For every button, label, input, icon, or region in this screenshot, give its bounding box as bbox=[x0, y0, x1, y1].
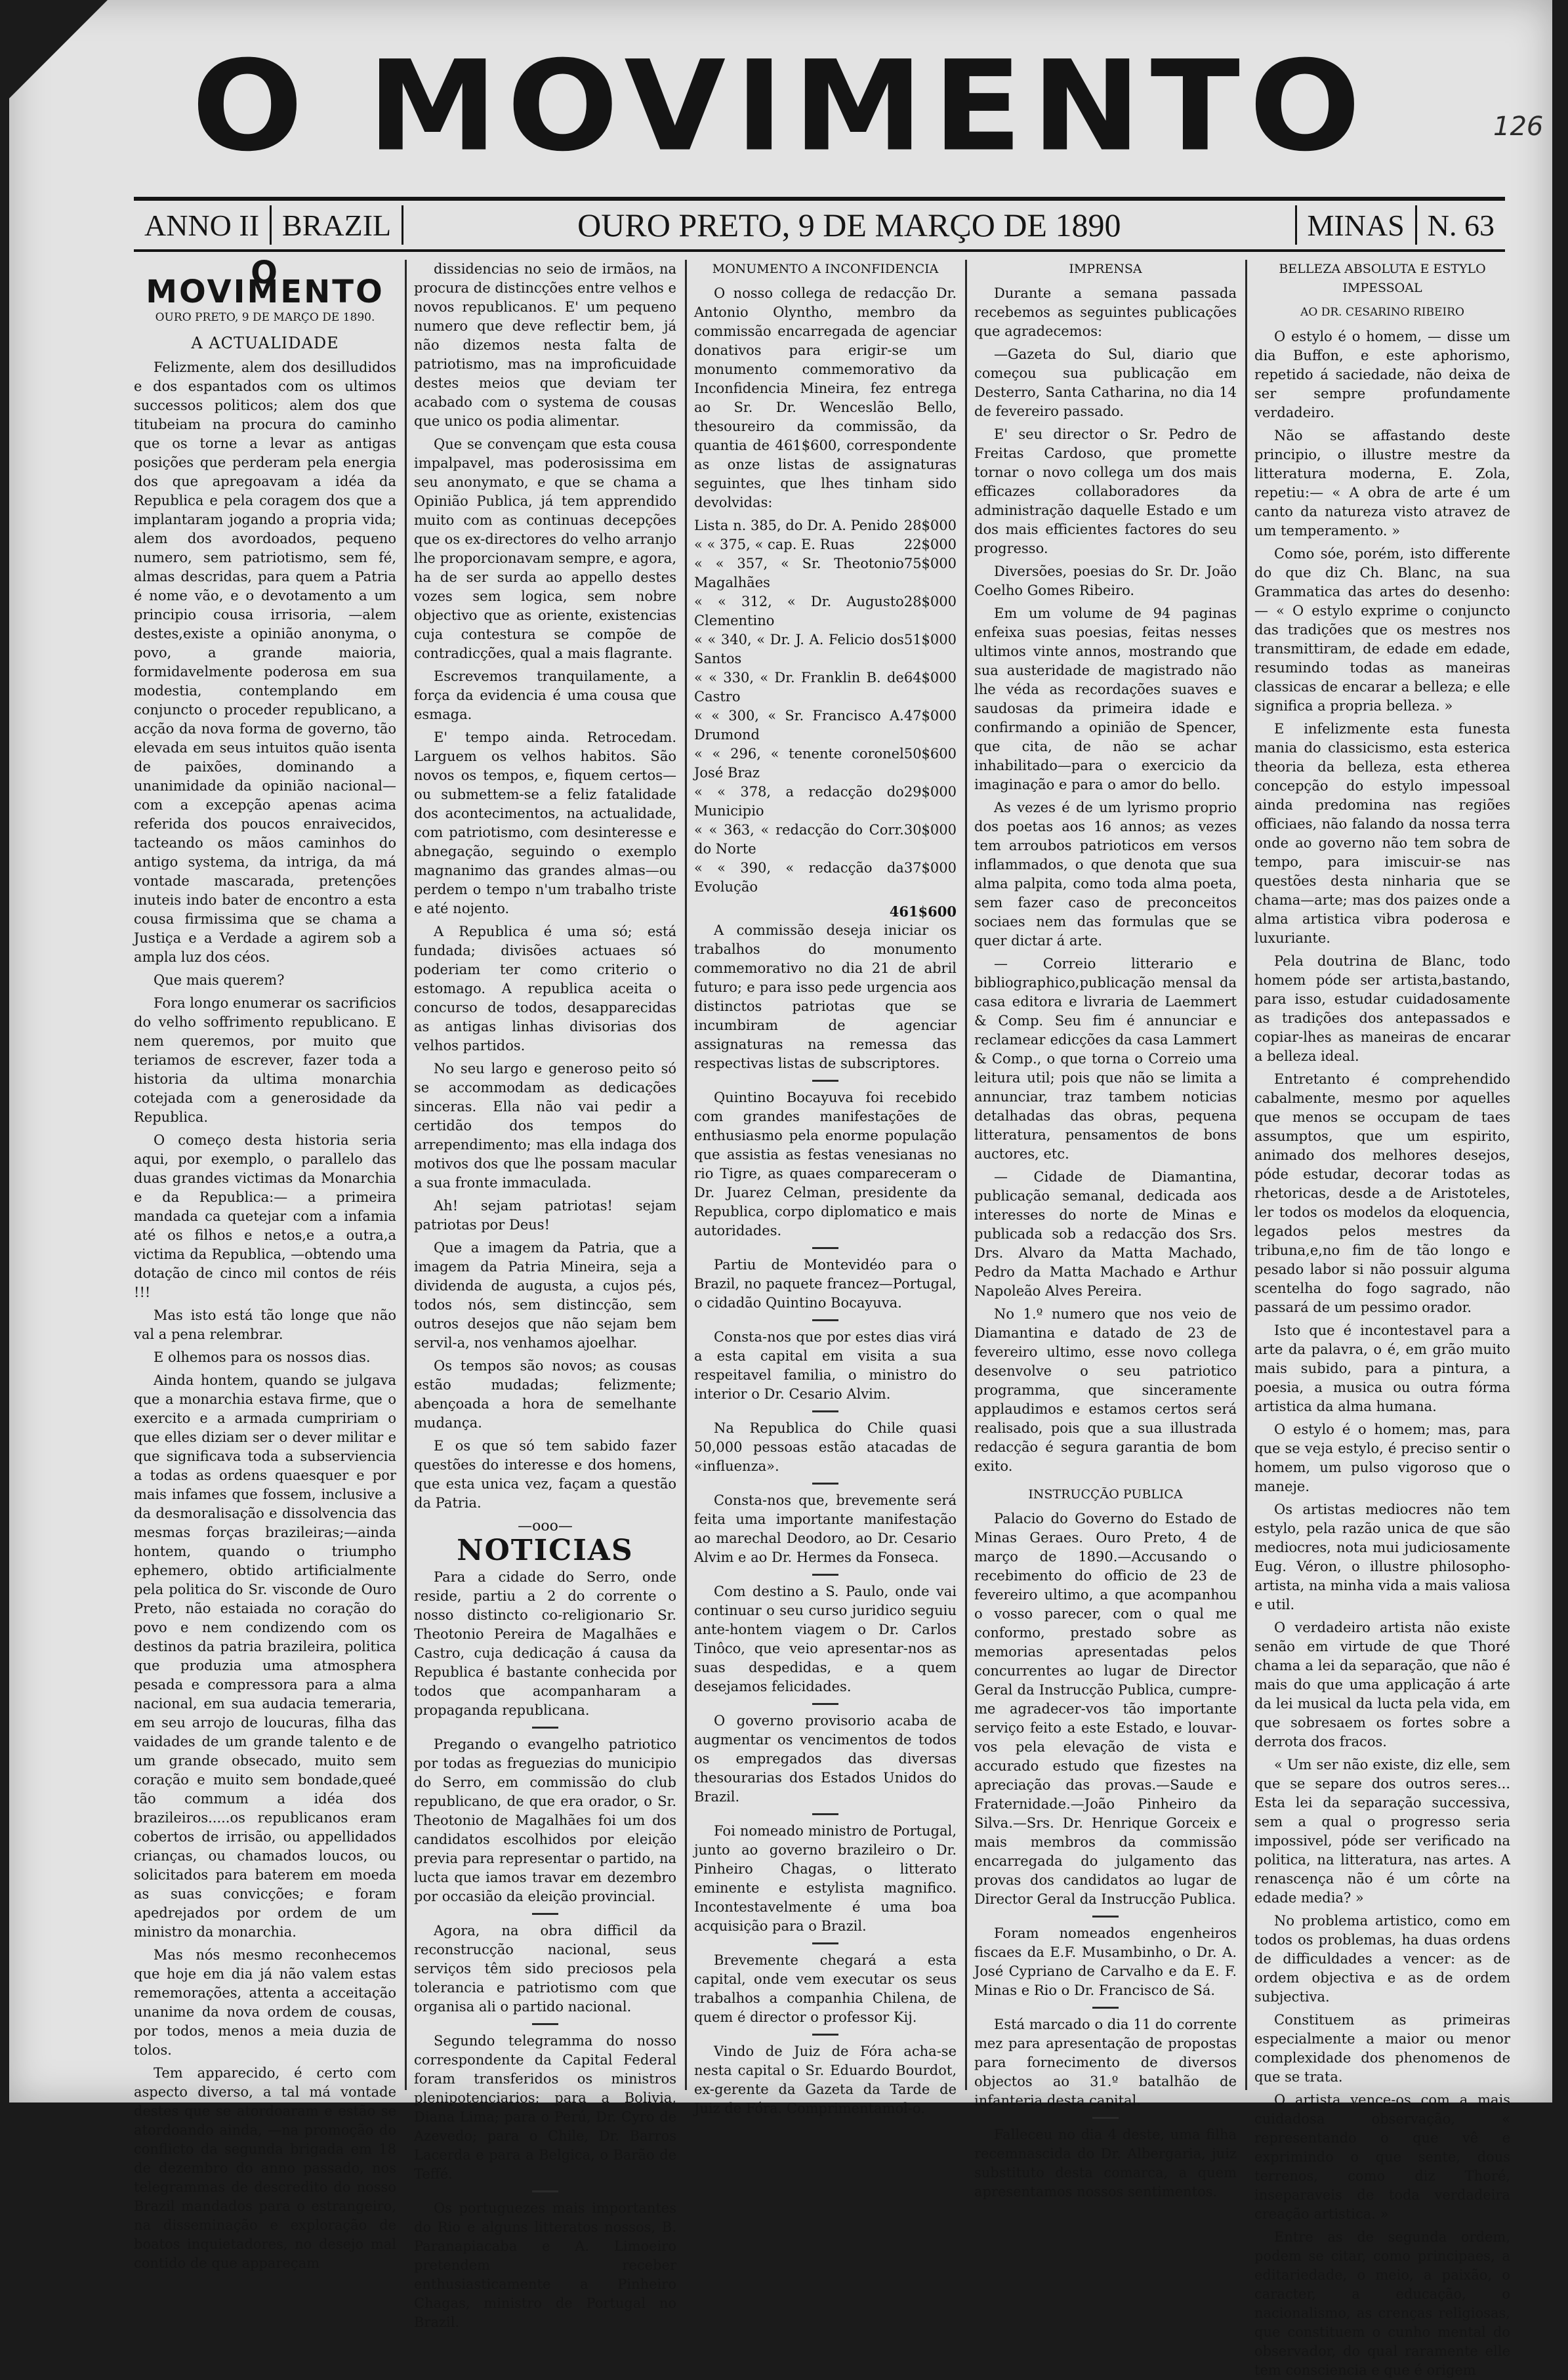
subscription-list-row bbox=[694, 554, 957, 592]
paragraph: No problema artistico, como em todos os problemas, ha duas ordens de difficuldades a vencer: as de ordem objectiva e as de ordem subjectiva. bbox=[1254, 1913, 1510, 2005]
item-separator bbox=[812, 1813, 838, 1815]
item-separator bbox=[532, 2190, 558, 2192]
list-amount: 30$000 bbox=[903, 822, 957, 838]
imprensa-body bbox=[974, 284, 1237, 1476]
paragraph: Escrevemos tranquilamente, a força da evidencia é uma cousa que esmaga. bbox=[414, 668, 676, 722]
column-2 bbox=[414, 260, 676, 2330]
column-rule bbox=[685, 260, 687, 2090]
paragraph: Com destino a S. Paulo, onde vai continuar o seu curso juridico seguiu ante-hontem viagem o Dr. Carlos Tinôco, que veio apresentar-nos as suas despedidas, e a quem desejamos felicidades. bbox=[694, 1584, 957, 1694]
paragraph: Consta-nos que por estes dias virá a esta capital em visita a sua respeitavel familia, o ministro do interior o Dr. Cesario Alvim. bbox=[694, 1329, 957, 1402]
paragraph: Palacio do Governo do Estado de Minas Geraes. Ouro Preto, 4 de março de 1890.—Accusando o recebimento do officio de 23 de fevereiro ultimo, a que acompanhou o vosso parecer, com o qual me conformo, prestado sobre as memorias apresentadas pelos concurrentes ao lugar de Director Geral da Instrucção Publica, cumpre-me agradecer-vos tão importante serviço feito a este Estado, e louvar-vos pela elevação de vista e accurado estudo que fizestes na apreciação das provas.—Saude e Fraternidade.—João Pinheiro da Silva.—Srs. Dr. Henrique Gorceix e mais membros da commissão encarregada do julgamento das provas dos candidatos ao lugar de Director Geral da Instrucção Publica. bbox=[974, 1511, 1237, 1907]
paragraph: Que mais querem? bbox=[154, 972, 285, 988]
subscription-list-row bbox=[694, 668, 957, 707]
paragraph: Que se convençam que esta cousa impalpavel, mas poderosissima em seu anonymato, e que se chama a Opinião Publica, já tem apprendido muito com as continuas decepções que os ex-directores do velho arranjo lhe proporcionavam sempre, e agora, ha de ser surda ao appello destes vozes sem logica, sem nobre objectivo que as oriente, existencias cuja contestura se compõe de contradicções, qual a mais flagrante. bbox=[414, 436, 676, 661]
paragraph: Está marcado o dia 11 do corrente mez para apresentação de propostas para fornecimento de diversos objectos ao 31.º batalhão de infanteria desta capital. bbox=[974, 2017, 1237, 2108]
column-5 bbox=[1254, 260, 1510, 2378]
paragraph: Agora, na obra difficil da reconstrucção nacional, seus serviços têm sido preciosos pela tolerancia e patriotismo com que organisa ali o partido nacional. bbox=[414, 1923, 676, 2015]
paragraph: dissidencias no seio de irmãos, na procura de distincções entre velhos e novos republicanos. E' um pequeno numero que deve reflectir bem, já não dizemos nesta falta de patriotismo, mas na improficuidade destes meios que deviam ter acabado com o systema de cousas que unico os podia alimentar. bbox=[414, 261, 676, 429]
list-amount: 50$600 bbox=[903, 746, 957, 762]
column-rule bbox=[965, 260, 967, 2090]
paragraph: O estylo é o homem; mas, para que se veja estylo, é preciso sentir o homem, um pulso vigoroso que o maneje. bbox=[1254, 1422, 1510, 1494]
paragraph: Constituem as primeiras especialmente a maior ou menor complexidade dos phenomenos de que se trata. bbox=[1254, 2012, 1510, 2085]
item-separator bbox=[532, 2023, 558, 2025]
list-label: « « 296, « tenente coronel José Braz bbox=[694, 746, 904, 781]
paragraph: E' seu director o Sr. Pedro de Freitas Cardoso, que promette tornar o novo collega um dos mais efficazes collaboradores da administração daquelle Estado e um dos mais efficientes factores do seu progresso. bbox=[974, 426, 1237, 556]
list-amount: 22$000 bbox=[903, 537, 957, 552]
masthead-title: O MOVIMENTO bbox=[192, 33, 1370, 180]
paragraph: Que a imagem da Patria, que a imagem da Patria Mineira, seja a dividenda de augusta, a cujos pés, todos nós, sem distincção, sem outros desejos que não sejam bem servil-a, nos venhamos ajoelhar. bbox=[414, 1240, 676, 1351]
paragraph: O governo provisorio acaba de augmentar os vencimentos de todos os empregados das diversas thesourarias dos Estados Unidos do Brazil. bbox=[694, 1713, 957, 1805]
paragraph: Partiu de Montevidéo para o Brazil, no paquete francez—Portugal, o cidadão Quintino Bocayuva. bbox=[694, 1257, 957, 1311]
newspaper-page bbox=[9, 0, 1552, 2378]
section-heading-actualidade: A ACTUALIDADE bbox=[191, 334, 339, 352]
paragraph: Felizmente, alem dos desilludidos e dos espantados com os ultimos successos politicos; alem dos que titubeiam na procura do caminho que os torne a levar as antigas posições que perderam pela energia dos que apregoavam a idéa da Republica e pela coragem dos que a implantaram jogando a propria vida; alem dos avordoados, pequeno numero, sem patriotismo, sem fé, almas descridas, para quem a Patria é nome vão, e o devotamento a um principio cousa irrisoria, —alem destes,existe a opinião anonyma, o povo, a grande maioria, formidavelmente poderosa em sua modestia, contemplando em conjuncto o proceder republicano, a acção da nova forma de governo, tão elevada em seus intuitos quão isenta de paixões, dominando a unanimidade da opinião nacional—com a excepção apenas acima referida dos poucos enraivecidos, tacteando os mãos caminhos do antigo systema, da intriga, da má vontade mascarada, pretenções inuteis indo bater de encontro a esta cousa firmissima que se chama a Justiça e a Verdade a agirem sob a ampla luz dos céos. bbox=[134, 359, 396, 965]
state-label: MINAS bbox=[1307, 208, 1405, 242]
paragraph: No 1.º numero que nos veio de Diamantina e datado de 23 de fevereiro ultimo, esse novo collega desenvolve o seu patriotico programma, que sinceramente applaudimos e estamos certos será realisado, pois que a sua illustrada redacção é segura garantia de bom exito. bbox=[974, 1306, 1237, 1474]
list-amount: 47$000 bbox=[903, 708, 957, 724]
item-separator bbox=[532, 1727, 558, 1729]
column-1 bbox=[134, 255, 396, 2271]
paragraph: Em um volume de 94 paginas enfeixa suas poesias, feitas nesses ultimos vinte annos, mostrando que sua austeridade de magistrado não lhe véda as recordações suaves e saudosas da primeira idade e confirmando a opinião de Spencer, que cita, de não se achar inhabilitado—para o exercicio da imaginação e para o amor do bello. bbox=[974, 605, 1237, 792]
paragraph: — Cidade de Diamantina, publicação semanal, dedicada aos interesses do norte de Minas e publicada sob a redacção dos Srs. Drs. Alvaro da Matta Machado, Pedro da Matta Machado e Arthur Napoleão Alves Pereira. bbox=[974, 1169, 1237, 1299]
list-label: « « 312, « Dr. Augusto Clementino bbox=[694, 594, 904, 628]
monumento-heading: MONUMENTO A INCONFIDENCIA bbox=[712, 262, 939, 276]
paragraph: O verdadeiro artista não existe senão em virtude de que Thoré chama a lei da separação, que não é mais do que uma applicação á arte da lei musical da lucta pela vida, em que sobresaem os fortes sobre a derrota dos fracos. bbox=[1254, 1620, 1510, 1750]
item-separator bbox=[1092, 1916, 1119, 1918]
belleza-body bbox=[1254, 327, 1510, 2380]
paragraph: E' tempo ainda. Retrocedam. Larguem os velhos habitos. São novos os tempos, e, fiquem certos—ou submettem-se a feliz fatalidade dos acontecimentos, na actualidade, com patriotismo, com desinteresse e abnegação, seguindo o exemplo magnanimo das grandes almas—ou perdem o tempo n'um trabalho triste e até nojento. bbox=[414, 729, 676, 916]
paragraph: Como sóe, porém, isto differente do que diz Ch. Blanc, na sua Grammatica das artes do desenho:— « O estylo exprime o conjuncto das tradições que os mestres nos transmittiram, de edade em edade, resumindo todas as maneiras classicas de encarar a belleza; e elle significa a propria belleza. » bbox=[1254, 546, 1510, 714]
item-separator bbox=[812, 2034, 838, 2036]
list-amount: 29$000 bbox=[903, 784, 957, 800]
paragraph: Falleceu no dia 4 deste, uma filha recemnascida do Dr. Albergaria, juiz substituto desta comarca, a quem apresentamos nossos sentimentos. bbox=[974, 2127, 1237, 2200]
list-label: « « 390, « redacção da Evolução bbox=[694, 860, 904, 895]
item-separator bbox=[812, 1410, 838, 1412]
paragraph: Não se affastando deste principio, o illustre mestre da litteratura moderna, E. Zola, repetiu:— « A obra de arte é um canto da natureza visto atravez de um temperamento. » bbox=[1254, 428, 1510, 539]
list-label: « « 340, « Dr. J. A. Felicio dos Santos bbox=[694, 632, 904, 667]
paragraph: O artista vence-os com a mais cuidadosa observação, « representando o que vê e exprimindo o que sente, dous terrenos, como diz Thoré, inseparaveis de toda verdadeira creação artistica. » bbox=[1254, 2092, 1510, 2222]
paragraph: « Um ser não existe, diz elle, sem que se separe dos outros seres... Esta lei da separação successiva, sem a qual o progresso seria impossivel, póde ser verificado na politica, na litteratura, nas artes. A renascença não é um côrte na edade media? » bbox=[1254, 1757, 1510, 1906]
list-amount: 51$000 bbox=[903, 632, 957, 647]
masthead-rule-bottom bbox=[134, 249, 1505, 252]
ornament-divider: —ooo— bbox=[518, 1518, 573, 1534]
paragraph: Isto que é incontestavel para a arte da palavra, o é, em grão muito mais subido, para a pintura, a poesia, a musica ou outra fórma artistica da alma humana. bbox=[1254, 1323, 1510, 1414]
list-label: « « 357, « Sr. Theotonio Magalhães bbox=[694, 556, 904, 590]
editorial-body bbox=[134, 358, 396, 2273]
column-rule bbox=[1245, 260, 1247, 2090]
paragraph: Os tempos são novos; as cousas estão mudadas; felizmente; abençoada a hora de semelhante mudança. bbox=[414, 1358, 676, 1431]
paragraph: As vezes é de um lyrismo proprio dos poetas aos 16 annos; as vezes tem arroubos patrioticos em versos inflammados, o que denota que sua alma palpita, como toda alma poeta, sem fazer caso de preconceitos sociaes nem das formulas que se quer dictar á arte. bbox=[974, 800, 1237, 949]
subscription-list-row bbox=[694, 859, 957, 897]
issue-date: OURO PRETO, 9 DE MARÇO DE 1890 bbox=[577, 207, 1121, 243]
paragraph: O estylo é o homem, — disse um dia Buffon, e este aphorismo, repetido á saciedade, não deixa de ser sempre profundamente verdadeiro. bbox=[1254, 329, 1510, 421]
item-separator bbox=[1092, 2117, 1119, 2119]
paragraph: Diversões, poesias do Sr. Dr. João Coelho Gomes Ribeiro. bbox=[974, 564, 1237, 598]
list-amount: 37$000 bbox=[903, 860, 957, 876]
list-label: « « 375, « cap. E. Ruas bbox=[694, 537, 855, 552]
paragraph: Ah! sejam patriotas! sejam patriotas por Deus! bbox=[414, 1198, 676, 1233]
monumento-intro: O nosso collega de redacção Dr. Antonio Olyntho, membro da commissão encarregada de agenciar donativos para erigir-se um monumento commemorativo da Inconfidencia Mineira, fez entrega ao Sr. Dr. Wenceslão Bello, thesoureiro da commissão, da quantia de 461$600, correspondente as onze listas de assignaturas seguintes, que lhes tinham sido devolvidas: bbox=[694, 285, 957, 510]
list-label: « « 378, a redacção do Municipio bbox=[694, 784, 904, 819]
noticias-body bbox=[414, 1568, 676, 2332]
paragraph: Os portuguezes mais importantes do Rio e alguns litteratos nossos, B. Paranapiacaba e A. Limoeiro pretendem receber enthusiasticamente a Pinheiro Chagas, ministro de Portugal no Brazil. bbox=[414, 2200, 676, 2330]
paragraph: No seu largo e generoso peito só se accommodam as dedicações sinceras. Ella não vai pedir a certidão dos tempos do arrependimento; mas ella indaga dos motivos dos que lhe possam macular a sua fronte immaculada. bbox=[414, 1061, 676, 1191]
editorial-continuation bbox=[414, 260, 676, 1513]
paragraph: Os artistas mediocres não tem estylo, pela razão unica de que são mediocres, nota mui judiciosamente Eug. Véron, o illustre philosopho-artista, na minha vida a mais valiosa e util. bbox=[1254, 1502, 1510, 1612]
paragraph: Vindo de Juiz de Fóra acha-se nesta capital o Sr. Eduardo Bourdot, ex-gerente da Gazeta da Tarde de Juiz de Fóra. Comprimentamol-o. bbox=[694, 2043, 957, 2116]
item-separator bbox=[1092, 2007, 1119, 2009]
imprensa-heading: IMPRENSA bbox=[1069, 262, 1142, 276]
paragraph: Brevemente chegará a esta capital, onde vem executar os seus trabalhos a companhia Chilena, de quem é director o professor Kij. bbox=[694, 1952, 957, 2025]
belleza-byline: AO DR. CESARINO RIBEIRO bbox=[1300, 306, 1464, 319]
list-label: « « 330, « Dr. Franklin B. de Castro bbox=[694, 670, 904, 705]
paragraph: Na Republica do Chile quasi 50,000 pessoas estão atacadas de «influenza». bbox=[694, 1420, 957, 1474]
subscription-list-row bbox=[694, 821, 957, 859]
list-amount: 75$000 bbox=[903, 556, 957, 571]
paragraph: Pela doutrina de Blanc, todo homem póde ser artista,bastando, para isso, estudar cuidadosamente as tradições dos antepassados e copiar-lhes as maneiras de encarar a belleza ideal. bbox=[1254, 953, 1510, 1064]
paragraph: E os que só tem sabido fazer questões do interesse e dos homens, que esta unica vez, façam a questão da Patria. bbox=[414, 1438, 676, 1511]
subscription-list-row bbox=[694, 745, 957, 783]
item-separator bbox=[812, 1574, 838, 1576]
subscription-list-row bbox=[694, 592, 957, 630]
list-label: « « 363, « redacção do Corr. do Norte bbox=[694, 822, 904, 857]
country-label: BRAZIL bbox=[282, 208, 392, 242]
column-4 bbox=[974, 260, 1237, 2200]
list-amount: 28$000 bbox=[903, 594, 957, 609]
belleza-heading: BELLEZA ABSOLUTA E ESTYLO IMPESSOAL bbox=[1279, 262, 1486, 295]
paragraph: A commissão deseja iniciar os trabalhos do monumento commemorativo no dia 21 de abril futuro; e para isso pede urgencia aos distinctos patriotas que se incumbiram de agenciar assignaturas na remessa das respectivas listas de subscriptores. bbox=[694, 922, 957, 1071]
list-label: Lista n. 385, do Dr. A. Penido bbox=[694, 518, 898, 533]
paragraph: Durante a semana passada recebemos as seguintes publicações que agradecemos: bbox=[974, 285, 1237, 339]
paragraph: — Correio litterario e bibliographico,publicação mensal da casa editora e livraria de Laemmert & Comp. Seu fim é annunciar e reclamear edicções da casa Lammert & Comp., o que torna o Correio uma leitura util; pois que não se limita a annunciar, traz tambem noticias detalhadas das obras, pequena litteratura, pensamentos de bons auctores, etc. bbox=[974, 956, 1237, 1162]
paragraph: Mas isto está tão longe que não val a pena relembrar. bbox=[134, 1307, 396, 1342]
subscription-lists bbox=[694, 516, 957, 897]
paragraph: O começo desta historia seria aqui, por exemplo, o parallelo das duas grandes victimas da Monarchia e da Republica:— a primeira mandada ca quetejar com a infamia até os filhos e netos,e a outra,a victima da Republica, —obtendo uma dotação de cinco mil contos de réis !!! bbox=[134, 1132, 396, 1300]
paragraph: E olhemos para os nossos dias. bbox=[154, 1349, 371, 1365]
item-separator bbox=[812, 1483, 838, 1485]
issue-number: N. 63 bbox=[1427, 208, 1495, 242]
list-amount: 28$000 bbox=[903, 518, 957, 533]
list-amount: 64$000 bbox=[903, 670, 957, 686]
paragraph: E infelizmente esta funesta mania do classicismo, esta esterica theoria da belleza, esta etherea concepção do estylo impessoal ainda predomina nas regiões officiaes, não falando da nossa terra onde ao governo não tem sobra de tempo, para imiscuir-se nas questões desta ninharia que se chama—arte; mas dos paizes onde a alma artistica vibra poderosa e luxuriante. bbox=[1254, 721, 1510, 946]
column-3-news bbox=[694, 921, 957, 2118]
item-separator bbox=[812, 1703, 838, 1705]
column-3 bbox=[694, 260, 957, 2116]
handwritten-page-number: 126 bbox=[1493, 112, 1544, 142]
noticias-heading: NOTICIAS bbox=[457, 1534, 634, 1567]
paragraph: Ainda hontem, quando se julgava que a monarchia estava firme, que o exercito e a armada cumpririam o que elles diziam ser o dever militar e que significava toda a subserviencia a todas as ordens quaesquer e por mais infames que fossem, inclusive a da desmoralisação e dissolvencia das mesmas forças brazileiras;—ainda hontem, quando o triumpho ephemero, obtido artificialmente pela politica do Sr. visconde de Ouro Preto, não estaiada no coração do povo e nem condizendo com os destinos da patria brazileira, politica que produzia uma atmosphera pesada e compressora para a alma nacional, em sua audacia temeraria, em seu arrojo de loucuras, filha das vaidades de um grande talento e de um grande obsecado, muito sem coração e muito sem bondade,queé tão commum a idéa dos brazileiros.....os republicanos eram cobertos de irrisão, ou appellidados crianças, ou chamados loucos, ou solicitados para baterem em moeda as suas convicções; e foram apedrejados por ordem de um ministro da monarchia. bbox=[134, 1372, 396, 1940]
paragraph: Quintino Bocayuva foi recebido com grandes manifestações de enthusiasmo pela enorme população que assistia as festas venesianas no rio Tigre, as quaes compareceram o Dr. Juarez Celman, presidente da Republica, corpo diplomatico e mais autoridades. bbox=[694, 1090, 957, 1239]
list-label: « « 300, « Sr. Francisco A. Drumond bbox=[694, 708, 904, 743]
paragraph: Tem apparecido, é certo com aspecto diverso, a tal má vontade destes que se atordoaram e estão se atordoando ainda, —na promoção do conflicto da segunda brigada em 18 de dezembro do anno passado, nos telegrammas de descredito do nosso Brazil mandados para o estrangeiro, na disseminação e exploração de boatos inquietadores, no desejo mal contido de que appareçam bbox=[134, 2065, 396, 2271]
instruccao-heading: INSTRUCÇÃO PUBLICA bbox=[1028, 1487, 1183, 1502]
item-separator bbox=[812, 1319, 838, 1321]
paragraph: Pregando o evangelho patriotico por todas as freguezias do municipio do Serro, em commissão do club republicano, de que era orador, o Sr. Theotonio de Magalhães foi um dos candidatos escolhidos por eleição previa para representar o partido, na lucta que iamos travar em dezembro por occasião da eleição provincial. bbox=[414, 1736, 676, 1904]
subscription-list-row bbox=[694, 783, 957, 821]
item-separator bbox=[812, 1080, 838, 1082]
paragraph: Mas nós mesmo reconhecemos que hoje em dia já não valem estas rememorações, attenta a acceitação unanime da nova ordem de cousas, por todos, menos a meia duzia de tolos. bbox=[134, 1947, 396, 2058]
paragraph: Segundo telegramma do nosso correspondente da Capital Federal foram transferidos os ministros plenipotenciarios; para a Bolivia, Diana Lima; para o Perú, Dr. Cyro de Azevedo; para o Chile, Dr. Barros Lacerda e para a Belgica, o Barão de Teffé. bbox=[414, 2033, 676, 2182]
editorial-dateline: OURO PRETO, 9 DE MARÇO DE 1890. bbox=[155, 311, 375, 324]
paragraph: —Gazeta do Sul, diario que começou sua publicação em Desterro, Santa Catharina, no dia 14 de fevereiro passado. bbox=[974, 346, 1237, 419]
item-separator bbox=[812, 1247, 838, 1249]
subscription-list-row bbox=[694, 707, 957, 745]
subscription-list-row bbox=[694, 535, 957, 554]
subscription-total: 461$600 bbox=[889, 903, 957, 920]
masthead-rule-top bbox=[134, 197, 1505, 201]
paragraph: A Republica é uma só; está fundada; divisões actuaes só poderiam ter como criterio o estomago. A republica aceita o concurso de todos, desapparecidas as antigas linhas divisorias dos velhos partidos. bbox=[414, 924, 676, 1054]
paragraph: Fora longo enumerar os sacrificios do velho soffrimento republicano. E nem queremos, por muito que teriamos de escrever, fazer toda a historia da ultima monarchia cotejada com a generosidade da Republica. bbox=[134, 995, 396, 1125]
paragraph: Para a cidade do Serro, onde reside, partiu a 2 do corrente o nosso distincto co-religionario Sr. Theotonio Pereira de Magalhães e Castro, cuja dedicação á causa da Republica é bastante conhecida por todos que acompanharam a propaganda republicana. bbox=[414, 1569, 676, 1718]
paragraph: Foi nomeado ministro de Portugal, junto ao governo brazileiro o Dr. Pinheiro Chagas, o litterato eminente e estylista magnifico. Incontestavelmente é uma boa acquisição para o Brazil. bbox=[694, 1823, 957, 1934]
subscription-list-row bbox=[694, 630, 957, 668]
item-separator bbox=[532, 1913, 558, 1915]
paragraph: Entretanto é comprehendido cabalmente, mesmo por aquelles que menos se occupam de taes assumptos, que um espirito, animado dos melhores desejos, póde estudar, decorar todas as rhetoricas, desde a de Aristoteles, ler todos os modelos da eloquencia, legados pelos mestres da tribuna,e,no fim de tão longo e pesado labor si não possuir alguma scentelha do fogo sagrado, não passará de um pessimo orador. bbox=[1254, 1071, 1510, 1315]
paragraph: Foram nomeados engenheiros fiscaes da E.F. Musambinho, o Dr. A. José Cypriano de Carvalho e da E. F. Minas e Rio o Dr. Francisco de Sá. bbox=[974, 1925, 1237, 1998]
info-bar bbox=[134, 202, 1505, 248]
item-separator bbox=[812, 1942, 838, 1944]
paragraph: Consta-nos que, brevemente será feita uma importante manifestação ao marechal Deodoro, ao Dr. Cesario Alvim e ao Dr. Hermes da Fonseca. bbox=[694, 1492, 957, 1565]
editorial-heading: O MOVIMENTO bbox=[146, 255, 384, 310]
subscription-list-row bbox=[694, 516, 957, 535]
year-label: ANNO II bbox=[144, 208, 260, 242]
column-rule bbox=[405, 260, 407, 2090]
paragraph: Entre as de segunda ordem, podem se citar, como principaes, a editariedade, o meio, a paixão, o caracter, a educação, o nacionalismo, as crenças religiosas, que constituem o cunho mental do observador, do qual raramente elle tem consciencia e que é origem bbox=[1254, 2229, 1510, 2378]
instruccao-body bbox=[974, 1509, 1237, 2202]
